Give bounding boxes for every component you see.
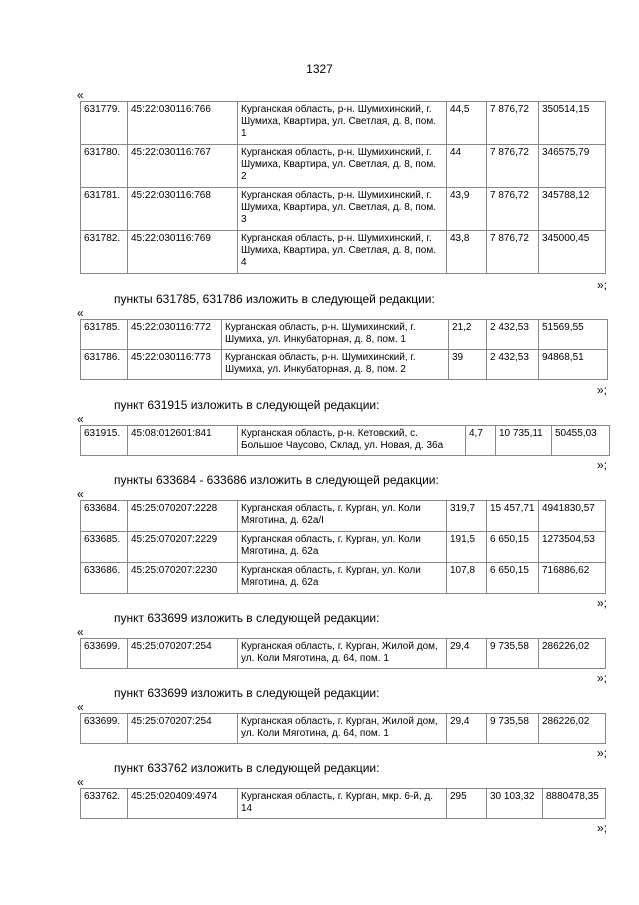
- cell-number: 633699.: [81, 714, 128, 744]
- cell-cadastral: 45:25:070207:254: [128, 714, 238, 744]
- cell-rate: 15 457,71: [487, 501, 539, 532]
- cell-rate: 2 432,53: [487, 350, 539, 380]
- cell-cadastral: 45:22:030116:773: [128, 350, 222, 380]
- quote-open: «: [77, 625, 84, 639]
- quote-close: »;: [597, 821, 608, 835]
- cell-number: 631786.: [81, 350, 128, 380]
- cell-rate: 7 876,72: [487, 188, 539, 231]
- cell-value: 4941830,57: [539, 501, 606, 532]
- cell-area: 107,8: [447, 563, 487, 594]
- cell-address: Курганская область, р-н. Шумихинский, г. Шумиха, Квартира, ул. Светлая, д. 8, пом. 1: [238, 102, 447, 145]
- cell-rate: 10 735,11: [496, 426, 552, 456]
- cell-number: 631915.: [81, 426, 128, 456]
- table-row: [81, 532, 606, 563]
- cell-cadastral: 45:25:070207:254: [128, 639, 238, 669]
- section-table: [80, 425, 610, 456]
- cell-number: 633699.: [81, 639, 128, 669]
- cell-value: 8880478,35: [543, 789, 606, 819]
- cell-value: 716886,62: [539, 563, 606, 594]
- cell-area: 43,8: [447, 231, 487, 274]
- cell-value: 286226,02: [539, 714, 606, 744]
- section-table: [80, 788, 606, 819]
- cell-value: 345788,12: [539, 188, 606, 231]
- cell-address: Курганская область, г. Курган, ул. Коли Мяготина, д. 62а: [238, 532, 447, 563]
- table-row: [81, 639, 606, 669]
- instruction-text: пункт 633699 изложить в следующей редакции:: [114, 611, 380, 625]
- cell-area: 21,2: [449, 320, 487, 350]
- cell-cadastral: 45:22:030116:772: [128, 320, 222, 350]
- quote-open: «: [77, 412, 84, 426]
- cell-cadastral: 45:22:030116:766: [128, 102, 238, 145]
- cell-number: 631782.: [81, 231, 128, 274]
- section-table: [80, 713, 606, 744]
- table-row: [81, 145, 606, 188]
- cell-area: 44,5: [447, 102, 487, 145]
- table-row: [81, 188, 606, 231]
- cell-value: 346575,79: [539, 145, 606, 188]
- cell-address: Курганская область, г. Курган, ул. Коли Мяготина, д. 62а: [238, 563, 447, 594]
- instruction-text: пункт 633762 изложить в следующей редакции:: [114, 761, 380, 775]
- quote-close: »;: [597, 383, 608, 397]
- cell-address: Курганская область, р-н. Шумихинский, г. Шумиха, ул. Инкубаторная, д. 8, пом. 2: [222, 350, 449, 380]
- cell-number: 633685.: [81, 532, 128, 563]
- cell-area: 43,9: [447, 188, 487, 231]
- table-row: [81, 426, 610, 456]
- quote-open: «: [77, 88, 84, 102]
- cell-area: 295: [447, 789, 487, 819]
- cell-address: Курганская область, р-н. Шумихинский, г. Шумиха, Квартира, ул. Светлая, д. 8, пом. 3: [238, 188, 447, 231]
- cell-number: 631780.: [81, 145, 128, 188]
- cell-cadastral: 45:22:030116:767: [128, 145, 238, 188]
- quote-open: «: [77, 775, 84, 789]
- cell-address: Курганская область, р-н. Шумихинский, г. Шумиха, Квартира, ул. Светлая, д. 8, пом. 4: [238, 231, 447, 274]
- cell-rate: 7 876,72: [487, 231, 539, 274]
- section-table: [80, 319, 608, 380]
- cell-rate: 6 650,15: [487, 563, 539, 594]
- cell-number: 633762.: [81, 789, 128, 819]
- table-row: [81, 789, 606, 819]
- cell-address: Курганская область, г. Курган, Жилой дом, ул. Коли Мяготина, д. 64, пом. 1: [238, 714, 447, 744]
- cell-area: 29,4: [447, 714, 487, 744]
- cell-value: 286226,02: [539, 639, 606, 669]
- cell-area: 29,4: [447, 639, 487, 669]
- table-row: [81, 563, 606, 594]
- cell-address: Курганская область, р-н. Шумихинский, г. Шумиха, Квартира, ул. Светлая, д. 8, пом. 2: [238, 145, 447, 188]
- quote-close: »;: [597, 596, 608, 610]
- cell-address: Курганская область, р-н. Шумихинский, г. Шумиха, ул. Инкубаторная, д. 8, пом. 1: [222, 320, 449, 350]
- cell-number: 631779.: [81, 102, 128, 145]
- cell-number: 633686.: [81, 563, 128, 594]
- table-row: [81, 320, 608, 350]
- cell-rate: 9 735,58: [487, 639, 539, 669]
- table-row: [81, 231, 606, 274]
- cell-cadastral: 45:25:020409:4974: [128, 789, 238, 819]
- cell-value: 345000,45: [539, 231, 606, 274]
- cell-number: 631781.: [81, 188, 128, 231]
- table-row: [81, 350, 608, 380]
- cell-rate: 7 876,72: [487, 145, 539, 188]
- cell-cadastral: 45:25:070207:2228: [128, 501, 238, 532]
- cell-rate: 2 432,53: [487, 320, 539, 350]
- page-number: 1327: [306, 62, 333, 76]
- table-row: [81, 714, 606, 744]
- table-row: [81, 102, 606, 145]
- instruction-text: пункты 631785, 631786 изложить в следующей редакции:: [114, 292, 435, 306]
- section-table: [80, 638, 606, 669]
- instruction-text: пункт 633699 изложить в следующей редакции:: [114, 686, 380, 700]
- quote-close: »;: [597, 671, 608, 685]
- cell-cadastral: 45:22:030116:769: [128, 231, 238, 274]
- cell-area: 44: [447, 145, 487, 188]
- instruction-text: пункт 631915 изложить в следующей редакции:: [114, 398, 380, 412]
- cell-value: 1273504,53: [539, 532, 606, 563]
- cell-cadastral: 45:08:012601:841: [128, 426, 238, 456]
- cell-value: 94868,51: [539, 350, 608, 380]
- cell-cadastral: 45:25:070207:2229: [128, 532, 238, 563]
- cell-rate: 6 650,15: [487, 532, 539, 563]
- cell-number: 631785.: [81, 320, 128, 350]
- cell-rate: 9 735,58: [487, 714, 539, 744]
- cell-address: Курганская область, г. Курган, ул. Коли Мяготина, д. 62а/I: [238, 501, 447, 532]
- quote-close: »;: [597, 746, 608, 760]
- quote-open: «: [77, 487, 84, 501]
- cell-value: 350514,15: [539, 102, 606, 145]
- cell-rate: 7 876,72: [487, 102, 539, 145]
- cell-cadastral: 45:22:030116:768: [128, 188, 238, 231]
- cell-number: 633684.: [81, 501, 128, 532]
- instruction-text: пункты 633684 - 633686 изложить в следующей редакции:: [114, 473, 439, 487]
- cell-value: 51569,55: [539, 320, 608, 350]
- cell-value: 50455,03: [552, 426, 610, 456]
- cell-cadastral: 45:25:070207:2230: [128, 563, 238, 594]
- cell-area: 39: [449, 350, 487, 380]
- cell-area: 319,7: [447, 501, 487, 532]
- cell-address: Курганская область, р-н. Кетовский, с. Большое Чаусово, Склад, ул. Новая, д. 36а: [238, 426, 466, 456]
- cell-area: 4,7: [466, 426, 496, 456]
- cell-rate: 30 103,32: [487, 789, 543, 819]
- cell-address: Курганская область, г. Курган, мкр. 6-й, д. 14: [238, 789, 447, 819]
- quote-open: «: [77, 306, 84, 320]
- quote-close: »;: [597, 458, 608, 472]
- section-table: [80, 101, 606, 274]
- quote-close: »;: [597, 278, 608, 292]
- quote-open: «: [77, 700, 84, 714]
- cell-address: Курганская область, г. Курган, Жилой дом, ул. Коли Мяготина, д. 64, пом. 1: [238, 639, 447, 669]
- table-row: [81, 501, 606, 532]
- cell-area: 191,5: [447, 532, 487, 563]
- section-table: [80, 500, 606, 594]
